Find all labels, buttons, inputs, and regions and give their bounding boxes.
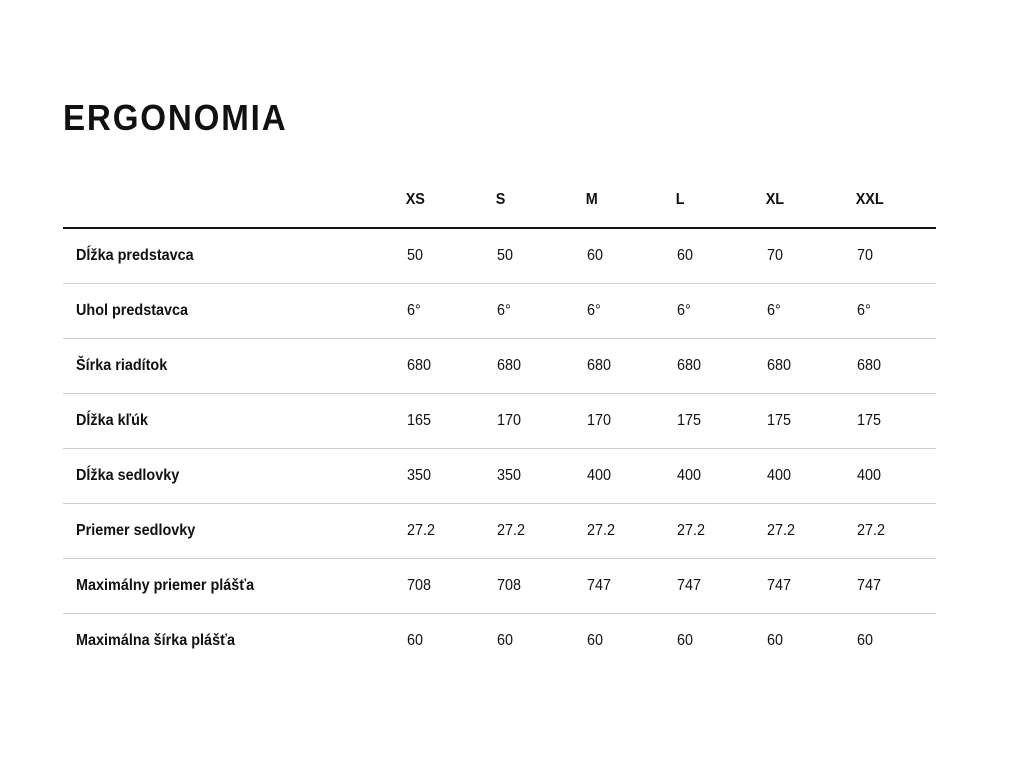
table-cell: 6° xyxy=(394,284,484,339)
table-cell: 680 xyxy=(754,339,844,394)
table-cell: 400 xyxy=(754,449,844,504)
table-row xyxy=(63,228,936,284)
table-row xyxy=(63,449,936,504)
row-label: Maximálny priemer plášťa xyxy=(63,559,394,614)
table-cell: 747 xyxy=(844,559,936,614)
table-cell: 350 xyxy=(484,449,574,504)
table-cell: 680 xyxy=(844,339,936,394)
table-cell: 27.2 xyxy=(754,504,844,559)
table-header-row xyxy=(63,172,936,228)
table-row xyxy=(63,339,936,394)
table-cell: 400 xyxy=(574,449,664,504)
table-row xyxy=(63,284,936,339)
table-cell: 60 xyxy=(407,632,424,649)
table-cell: 170 xyxy=(484,394,574,449)
table-cell: 27.2 xyxy=(844,504,936,559)
table-cell: 680 xyxy=(394,339,484,394)
table-cell: 6° xyxy=(484,284,574,339)
row-label: Šírka riadítok xyxy=(63,339,394,394)
table-cell: 747 xyxy=(754,559,844,614)
table-cell: 60 xyxy=(857,632,874,649)
table-cell: 175 xyxy=(664,394,754,449)
row-label: Dĺžka kľúk xyxy=(63,394,394,449)
table-cell: 70 xyxy=(844,228,936,284)
table-cell: 400 xyxy=(844,449,936,504)
table-cell: 680 xyxy=(484,339,574,394)
table-cell: 27.2 xyxy=(394,504,484,559)
table-cell: 170 xyxy=(574,394,664,449)
table-cell: 165 xyxy=(394,394,484,449)
table-cell: 60 xyxy=(664,228,754,284)
ergonomics-table xyxy=(63,172,936,668)
table-row xyxy=(63,559,936,614)
table-cell: 747 xyxy=(574,559,664,614)
row-label: Dĺžka predstavca xyxy=(63,228,394,284)
table-cell: 60 xyxy=(497,632,514,649)
table-cell: 27.2 xyxy=(484,504,574,559)
table-cell: 708 xyxy=(484,559,574,614)
page-title: ERGONOMIA xyxy=(63,97,288,138)
header-size-l: L xyxy=(664,172,745,228)
table-cell: 27.2 xyxy=(664,504,754,559)
table-row xyxy=(63,394,936,449)
table-cell: 6° xyxy=(574,284,664,339)
table-cell: 175 xyxy=(754,394,844,449)
table-row xyxy=(63,504,936,559)
table-cell: 6° xyxy=(754,284,844,339)
header-size-s: S xyxy=(484,172,565,228)
table-cell: 60 xyxy=(587,632,604,649)
header-size-xxl: XXL xyxy=(844,172,927,228)
row-label: Priemer sedlovky xyxy=(63,504,394,559)
table-cell: 747 xyxy=(664,559,754,614)
table-cell: 50 xyxy=(484,228,574,284)
table-cell: 680 xyxy=(664,339,754,394)
header-label-empty xyxy=(63,172,361,228)
table-cell: 27.2 xyxy=(574,504,664,559)
table-cell: 6° xyxy=(844,284,936,339)
table-cell: 400 xyxy=(664,449,754,504)
table-cell: 680 xyxy=(574,339,664,394)
row-label: Maximálna šírka plášťa xyxy=(76,632,235,649)
row-label: Uhol predstavca xyxy=(63,284,394,339)
header-size-xl: XL xyxy=(754,172,835,228)
table-cell: 175 xyxy=(844,394,936,449)
table-cell: 6° xyxy=(664,284,754,339)
table-cell: 60 xyxy=(574,228,664,284)
table-cell: 60 xyxy=(767,632,784,649)
table-cell: 708 xyxy=(394,559,484,614)
table-cell: 350 xyxy=(394,449,484,504)
table-cell: 70 xyxy=(754,228,844,284)
row-label: Dĺžka sedlovky xyxy=(63,449,394,504)
table-row xyxy=(63,614,936,669)
table-cell: 60 xyxy=(677,632,694,649)
header-size-xs: XS xyxy=(394,172,475,228)
header-size-m: M xyxy=(574,172,655,228)
table-cell: 50 xyxy=(394,228,484,284)
